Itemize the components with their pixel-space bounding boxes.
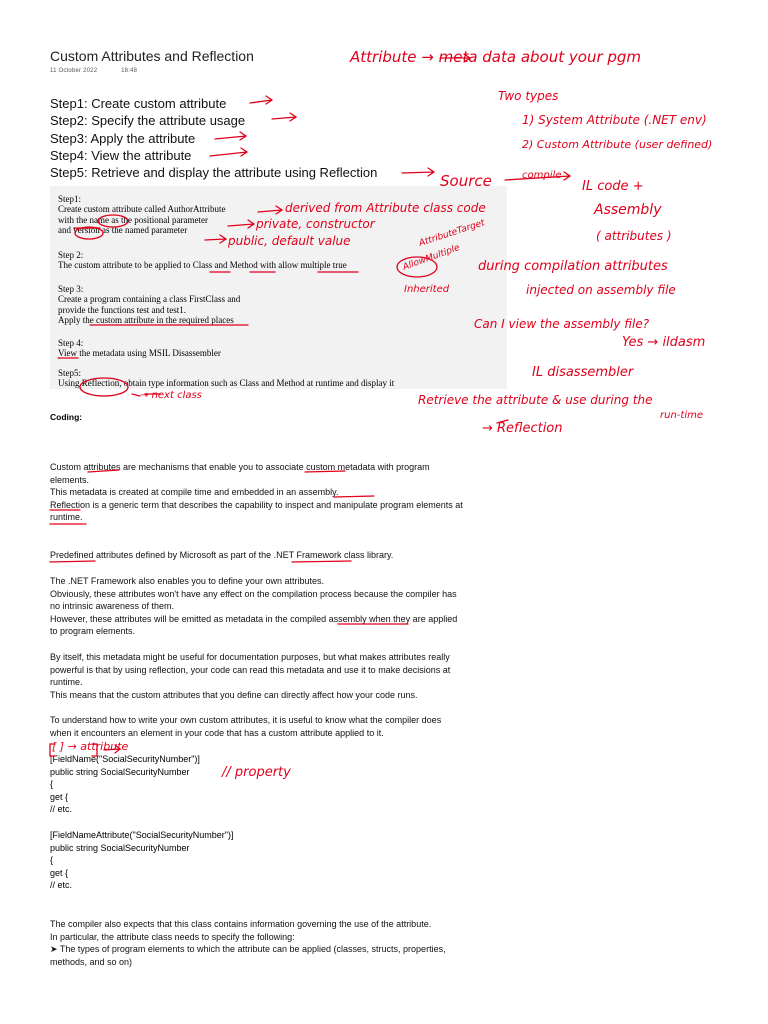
hw-derived: derived from Attribute class code <box>285 201 486 215</box>
code-line: { <box>50 855 54 865</box>
arrow-icon <box>104 745 120 753</box>
hw-allow-multiple: AllowMultiple <box>401 242 462 273</box>
paragraph-intro <box>50 461 463 524</box>
code-line: public string SocialSecurityNumber <box>50 842 190 853</box>
hw-compile: compile <box>522 170 562 181</box>
embedded-step-3-line: Apply the custom attribute in the required places <box>58 314 234 325</box>
embedded-step-3 <box>58 284 240 325</box>
coding-label: Coding: <box>50 412 83 422</box>
text-line: This means that the custom attributes that you define can directly affect how your code runs. <box>50 689 418 700</box>
embedded-step-1-heading: Step1: <box>58 194 82 204</box>
hw-yes-ildasm: Yes → ildasm <box>622 335 706 350</box>
arrow-icon <box>505 172 570 180</box>
code-sample-1 <box>50 753 200 816</box>
paragraph-predefined <box>50 549 393 562</box>
hw-property: // property <box>222 765 291 780</box>
code-sample-2 <box>50 829 233 892</box>
code-line: public string SocialSecurityNumber <box>50 766 190 777</box>
text-line: To understand how to write your own custom attributes, it is useful to know what the compiler does <box>50 715 442 725</box>
step-4: Step4: View the attribute <box>50 147 192 163</box>
text-line: The .NET Framework also enables you to define your own attributes. <box>50 576 324 586</box>
hw-il-code: IL code + <box>582 179 644 194</box>
embedded-step-1 <box>58 194 225 235</box>
hw-next-class: → next class <box>140 390 202 401</box>
hw-during-compilation: during compilation attributes <box>478 259 668 274</box>
text-line: runtime. <box>50 677 83 687</box>
text-line: Reflection is a generic term that describes the capability to inspect and manipulate program elements at <box>50 499 463 510</box>
arrow-icon <box>440 54 470 62</box>
embedded-step-2 <box>58 250 347 271</box>
text-line: no intrinsic awareness of them. <box>50 601 175 611</box>
embedded-step-3-heading: Step 3: <box>58 284 84 294</box>
embedded-step-5 <box>58 368 394 389</box>
steps-list <box>50 95 377 181</box>
arrow-icon <box>497 420 508 423</box>
hw-type-2: 2) Custom Attribute (user defined) <box>522 138 713 151</box>
hw-injected: injected on assembly file <box>526 283 676 297</box>
code-line: { <box>50 779 54 789</box>
hw-two-types: Two types <box>498 89 559 103</box>
code-line: // etc. <box>50 880 73 890</box>
page-title: Custom Attributes and Reflection <box>50 48 254 64</box>
hw-retrieve: Retrieve the attribute & use during the <box>418 393 653 407</box>
step-5: Step5: Retrieve and display the attribute using Reflection <box>50 165 378 181</box>
embedded-step-1-line: and version as the named parameter <box>58 224 188 235</box>
text-line: runtime. <box>50 512 83 522</box>
code-line: get { <box>50 867 69 878</box>
text-line: Predefined attributes defined by Microsoft as part of the .NET Framework class library. <box>50 550 394 560</box>
page-date: 11 October 2022 <box>50 68 98 74</box>
embedded-step-2-line: The custom attribute to be applied to Class and Method with allow multiple true <box>58 260 347 271</box>
embedded-step-3-line: provide the functions test and test1. <box>58 304 186 315</box>
text-line: By itself, this metadata might be useful for documentation purposes, but what makes attributes really <box>50 652 450 662</box>
hw-attribute-target: AttributeTarget <box>417 218 487 249</box>
paragraph-compiler <box>50 714 441 739</box>
hw-reflection: → Reflection <box>482 421 563 436</box>
hw-run-time: run-time <box>660 410 703 421</box>
page-time: 18:48 <box>121 68 138 74</box>
page-timestamp <box>50 68 159 74</box>
embedded-step-2-heading: Step 2: <box>58 250 84 260</box>
text-line: Custom attributes are mechanisms that enable you to associate custom metadata with program <box>50 462 430 472</box>
text-line: This metadata is created at compile time and embedded in an assembly. <box>50 487 339 497</box>
hw-bracket-attribute: [ ] → attribute <box>52 740 129 753</box>
embedded-step-1-line: with the name as the positional parameter <box>58 214 208 225</box>
code-line: get { <box>50 791 69 802</box>
embedded-step-5-line: Using Reflection, obtain type information such as Class and Method at runtime and display it <box>58 378 395 389</box>
text-line: Obviously, these attributes won't have any effect on the compilation process because the compiler has <box>50 588 457 599</box>
embedded-steps-image <box>50 186 507 389</box>
hw-assembly: Assembly <box>594 202 662 218</box>
embedded-step-4-line: View the metadata using MSIL Disassembler <box>58 348 221 359</box>
embedded-step-4-heading: Step 4: <box>58 338 84 348</box>
text-line: ➤ The types of program elements to which the attribute can be applied (classes, structs, properties, <box>50 944 446 954</box>
hw-source: Source <box>440 172 492 190</box>
arrow-icon <box>132 394 160 396</box>
embedded-step-4 <box>58 338 221 359</box>
hw-attribute-definition: Attribute → meta data about your pgm <box>350 48 642 66</box>
code-line: [FieldNameAttribute("SocialSecurityNumber")] <box>50 830 234 840</box>
step-3: Step3: Apply the attribute <box>50 130 196 146</box>
paragraph-custom <box>50 575 457 638</box>
code-line: // etc. <box>50 804 73 814</box>
text-line: elements. <box>50 474 90 485</box>
hw-type-1: 1) System Attribute (.NET env) <box>522 113 707 127</box>
hw-private-constructor: private, constructor <box>256 217 375 231</box>
text-line: to program elements. <box>50 626 136 636</box>
step-2: Step2: Specify the attribute usage <box>50 113 246 129</box>
code-line: [FieldName("SocialSecurityNumber")] <box>50 754 200 764</box>
text-line: when it encounters an element in your code that has a custom attribute applied to it. <box>50 727 384 738</box>
hw-attributes-paren: ( attributes ) <box>596 229 672 243</box>
step-1: Step1: Create custom attribute <box>50 96 227 111</box>
arrow-icon <box>402 168 434 176</box>
embedded-step-3-line: Create a program containing a class FirstClass and <box>58 294 241 305</box>
paragraph-attribute-usage <box>50 918 446 968</box>
hw-il-disassembler: IL disassembler <box>532 365 634 380</box>
text-line: In particular, the attribute class needs to specify the following: <box>50 931 295 942</box>
text-line: powerful is that by using reflection, your code can read this metadata and use it to make decisions at <box>50 664 451 675</box>
text-line: However, these attributes will be emitted as metadata in the compiled assembly when they are applied <box>50 613 458 624</box>
text-line: methods, and so on) <box>50 956 133 967</box>
hw-public-default: public, default value <box>228 234 351 248</box>
text-line: The compiler also expects that this class contains information governing the use of the attribute. <box>50 919 432 929</box>
paragraph-metadata <box>50 651 450 701</box>
embedded-step-1-line: Create custom attribute called AuthorAttribute <box>58 204 226 215</box>
hw-inherited: Inherited <box>404 284 450 295</box>
hw-can-i-view: Can I view the assembly file? <box>474 317 650 331</box>
embedded-step-5-heading: Step5: <box>58 368 82 378</box>
